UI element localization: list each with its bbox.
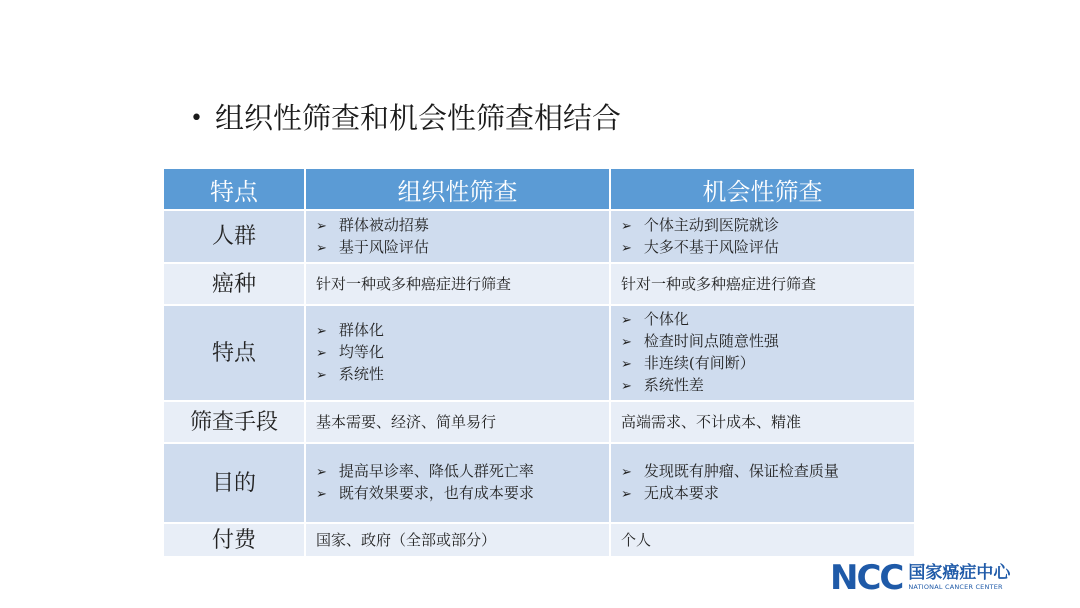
organized-cell: 基本需要、经济、简单易行 (305, 401, 610, 443)
row-label: 特点 (163, 305, 305, 401)
header-opportunistic: 机会性筛查 (610, 168, 915, 210)
list-item: ➢ 个体主动到医院就诊 (621, 215, 904, 237)
list-item: ➢ 个体化 (621, 309, 904, 331)
heading-text: 组织性筛查和机会性筛查相结合 (214, 101, 621, 135)
list-item: ➢ 群体化 (316, 320, 599, 342)
list-item: ➢ 均等化 (316, 342, 599, 364)
list-item: ➢ 既有效果要求，也有成本要求 (316, 483, 599, 505)
organized-cell (305, 443, 610, 523)
ncc-logo-mark: NCC (830, 558, 903, 598)
table-row (163, 401, 915, 443)
opportunistic-cell (610, 443, 915, 523)
bullet-dot-icon: • (190, 106, 203, 131)
logo-name-en: NATIONAL CANCER CENTER (908, 583, 1003, 592)
ncc-logo-text (908, 565, 1010, 591)
list-item: ➢ 系统性 (316, 364, 599, 386)
ncc-logo (830, 558, 1011, 598)
table-row (163, 263, 915, 305)
opportunistic-cell: 针对一种或多种癌症进行筛查 (610, 263, 915, 305)
table-row (163, 210, 915, 263)
header-feature: 特点 (163, 168, 305, 210)
table-header-row (163, 168, 915, 210)
header-organized: 组织性筛查 (305, 168, 610, 210)
list-item: ➢ 提高早诊率、降低人群死亡率 (316, 461, 599, 483)
list-item: ➢ 检查时间点随意性强 (621, 331, 904, 353)
row-label: 人群 (163, 210, 305, 263)
organized-cell: 国家、政府（全部或部分） (305, 523, 610, 557)
list-item: ➢ 基于风险评估 (316, 237, 599, 259)
list-item: ➢ 系统性差 (621, 375, 904, 397)
row-label: 筛查手段 (163, 401, 305, 443)
opportunistic-cell: 个人 (610, 523, 915, 557)
list-item: ➢ 非连续(有间断） (621, 353, 904, 375)
opportunistic-cell (610, 210, 915, 263)
slide-heading (190, 98, 621, 139)
opportunistic-cell (610, 305, 915, 401)
row-label: 癌种 (163, 263, 305, 305)
opportunistic-cell: 高端需求、不计成本、精准 (610, 401, 915, 443)
organized-cell (305, 305, 610, 401)
row-label: 付费 (163, 523, 305, 557)
list-item: ➢ 群体被动招募 (316, 215, 599, 237)
comparison-table (162, 167, 916, 558)
table-row (163, 443, 915, 523)
list-item: ➢ 大多不基于风险评估 (621, 237, 904, 259)
row-label: 目的 (163, 443, 305, 523)
organized-cell: 针对一种或多种癌症进行筛查 (305, 263, 610, 305)
table-row (163, 523, 915, 557)
table-row (163, 305, 915, 401)
organized-cell (305, 210, 610, 263)
list-item: ➢ 无成本要求 (621, 483, 904, 505)
list-item: ➢ 发现既有肿瘤、保证检查质量 (621, 461, 904, 483)
logo-name-cn: 国家癌症中心 (908, 563, 1011, 584)
